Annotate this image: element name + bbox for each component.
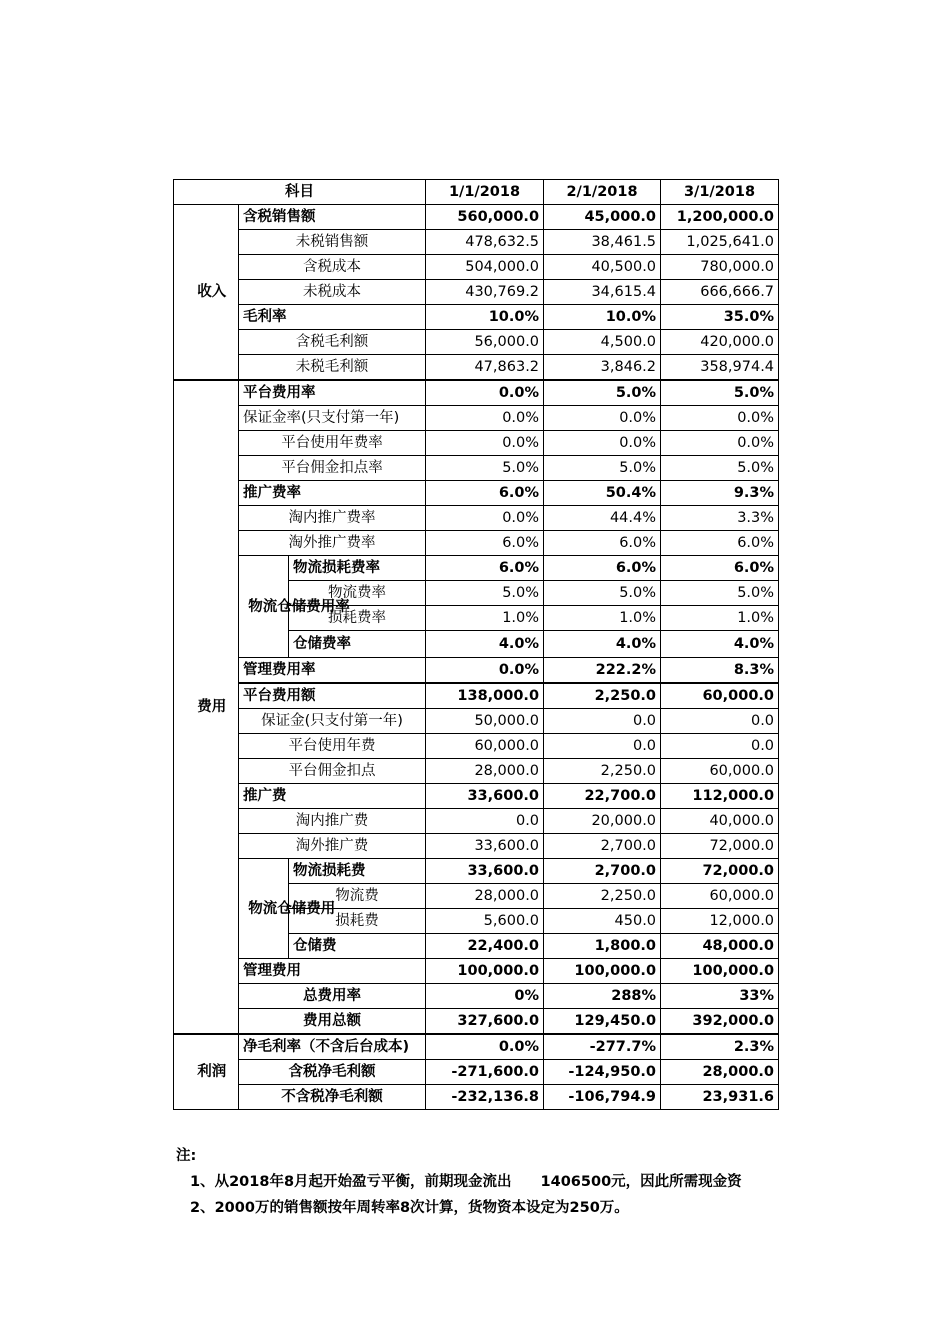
cell-value: 0.0% bbox=[544, 406, 661, 431]
cell-value: 34,615.4 bbox=[544, 280, 661, 305]
table-row bbox=[174, 255, 779, 280]
row-label: 不含税净毛利额 bbox=[239, 1085, 426, 1110]
row-label: 平台佣金扣点率 bbox=[239, 456, 426, 481]
cell-value: 2,250.0 bbox=[544, 884, 661, 909]
notes-section bbox=[176, 1143, 786, 1221]
table-row bbox=[174, 759, 779, 784]
cell-value: 6.0% bbox=[661, 531, 779, 556]
cell-value: 33% bbox=[661, 984, 779, 1009]
cell-value: 50.4% bbox=[544, 481, 661, 506]
cell-value: 5.0% bbox=[426, 581, 544, 606]
cell-value: 28,000.0 bbox=[661, 1060, 779, 1085]
cell-value: 6.0% bbox=[661, 556, 779, 581]
group-profit-label: 利润 bbox=[174, 1034, 239, 1110]
cell-value: 478,632.5 bbox=[426, 230, 544, 255]
row-label: 仓储费 bbox=[289, 934, 426, 959]
cell-value: 2.3% bbox=[661, 1034, 779, 1060]
row-label: 平台使用年费率 bbox=[239, 431, 426, 456]
table-row bbox=[174, 305, 779, 330]
table-row bbox=[174, 481, 779, 506]
row-label: 损耗费率 bbox=[289, 606, 426, 631]
cell-value: 1.0% bbox=[544, 606, 661, 631]
cell-value: 12,000.0 bbox=[661, 909, 779, 934]
row-label: 含税毛利额 bbox=[239, 330, 426, 355]
table-row bbox=[174, 1060, 779, 1085]
cell-value: 6.0% bbox=[544, 531, 661, 556]
cell-value: 0.0 bbox=[544, 734, 661, 759]
cell-value: -124,950.0 bbox=[544, 1060, 661, 1085]
cell-value: 38,461.5 bbox=[544, 230, 661, 255]
cell-value: 100,000.0 bbox=[661, 959, 779, 984]
row-label: 管理费用率 bbox=[239, 658, 426, 684]
row-label: 平台费用率 bbox=[239, 380, 426, 406]
financial-sheet bbox=[173, 179, 778, 1110]
cell-value: 780,000.0 bbox=[661, 255, 779, 280]
table-row bbox=[174, 406, 779, 431]
cell-value: 72,000.0 bbox=[661, 859, 779, 884]
table-row bbox=[174, 734, 779, 759]
table-row bbox=[174, 709, 779, 734]
table-row bbox=[174, 1085, 779, 1110]
cell-value: 222.2% bbox=[544, 658, 661, 684]
cell-value: 40,000.0 bbox=[661, 809, 779, 834]
cell-value: 5.0% bbox=[544, 581, 661, 606]
note-line-2: 2、2000万的销售额按年周转率8次计算，货物资本设定为250万。 bbox=[190, 1200, 629, 1216]
cell-value: 50,000.0 bbox=[426, 709, 544, 734]
row-label: 平台使用年费 bbox=[239, 734, 426, 759]
cell-value: 8.3% bbox=[661, 658, 779, 684]
group-expense-label: 费用 bbox=[174, 380, 239, 1034]
table-row bbox=[174, 809, 779, 834]
cell-value: 100,000.0 bbox=[426, 959, 544, 984]
row-label: 淘内推广费 bbox=[239, 809, 426, 834]
cell-value: 358,974.4 bbox=[661, 355, 779, 381]
cell-value: 0.0% bbox=[426, 406, 544, 431]
cell-value: 10.0% bbox=[544, 305, 661, 330]
cell-value: 112,000.0 bbox=[661, 784, 779, 809]
cell-value: -277.7% bbox=[544, 1034, 661, 1060]
cell-value: 327,600.0 bbox=[426, 1009, 544, 1035]
cell-value: 0.0% bbox=[661, 406, 779, 431]
row-label: 淘内推广费率 bbox=[239, 506, 426, 531]
row-label: 费用总额 bbox=[239, 1009, 426, 1035]
cell-value: 4.0% bbox=[661, 631, 779, 658]
cell-value: 0.0% bbox=[426, 431, 544, 456]
table-row bbox=[174, 330, 779, 355]
row-label: 物流费率 bbox=[289, 581, 426, 606]
cell-value: 0.0 bbox=[661, 709, 779, 734]
table-row bbox=[174, 658, 779, 684]
cell-value: 5.0% bbox=[661, 581, 779, 606]
row-label: 物流损耗费率 bbox=[289, 556, 426, 581]
cell-value: 0.0% bbox=[544, 431, 661, 456]
row-label: 损耗费 bbox=[289, 909, 426, 934]
cell-value: 60,000.0 bbox=[661, 884, 779, 909]
cell-value: 1,200,000.0 bbox=[661, 205, 779, 230]
cell-value: 0.0 bbox=[661, 734, 779, 759]
row-label: 总费用率 bbox=[239, 984, 426, 1009]
row-label: 未税销售额 bbox=[239, 230, 426, 255]
cell-value: 10.0% bbox=[426, 305, 544, 330]
cell-value: 560,000.0 bbox=[426, 205, 544, 230]
row-label: 保证金率(只支付第一年) bbox=[239, 406, 426, 431]
row-label: 推广费 bbox=[239, 784, 426, 809]
row-label: 净毛利率（不含后台成本) bbox=[239, 1034, 426, 1060]
table-row bbox=[174, 205, 779, 230]
cell-value: 666,666.7 bbox=[661, 280, 779, 305]
cell-value: 0.0% bbox=[426, 1034, 544, 1060]
cell-value: 60,000.0 bbox=[661, 759, 779, 784]
row-label: 毛利率 bbox=[239, 305, 426, 330]
cell-value: 1.0% bbox=[426, 606, 544, 631]
table-row bbox=[174, 859, 779, 884]
cell-value: 72,000.0 bbox=[661, 834, 779, 859]
table-row bbox=[174, 959, 779, 984]
cell-value: 420,000.0 bbox=[661, 330, 779, 355]
cell-value: 5.0% bbox=[544, 380, 661, 406]
cell-value: 138,000.0 bbox=[426, 683, 544, 709]
cell-value: 60,000.0 bbox=[426, 734, 544, 759]
cell-value: 2,250.0 bbox=[544, 683, 661, 709]
cell-value: 28,000.0 bbox=[426, 884, 544, 909]
cell-value: -106,794.9 bbox=[544, 1085, 661, 1110]
table-row bbox=[174, 1009, 779, 1035]
row-label: 物流费 bbox=[289, 884, 426, 909]
cell-value: 44.4% bbox=[544, 506, 661, 531]
table-row bbox=[174, 556, 779, 581]
cell-value: 5.0% bbox=[426, 456, 544, 481]
cell-value: 28,000.0 bbox=[426, 759, 544, 784]
cell-value: 6.0% bbox=[426, 556, 544, 581]
cell-value: 2,700.0 bbox=[544, 834, 661, 859]
cell-value: -271,600.0 bbox=[426, 1060, 544, 1085]
row-label: 淘外推广费 bbox=[239, 834, 426, 859]
cell-value: 0.0% bbox=[426, 658, 544, 684]
cell-value: -232,136.8 bbox=[426, 1085, 544, 1110]
cell-value: 3,846.2 bbox=[544, 355, 661, 381]
cell-value: 56,000.0 bbox=[426, 330, 544, 355]
cell-value: 100,000.0 bbox=[544, 959, 661, 984]
row-label: 平台佣金扣点 bbox=[239, 759, 426, 784]
row-label: 含税净毛利额 bbox=[239, 1060, 426, 1085]
cell-value: 9.3% bbox=[661, 481, 779, 506]
cell-value: 33,600.0 bbox=[426, 834, 544, 859]
cell-value: 430,769.2 bbox=[426, 280, 544, 305]
cell-value: 6.0% bbox=[544, 556, 661, 581]
table-row bbox=[174, 683, 779, 709]
cell-value: 5.0% bbox=[661, 456, 779, 481]
cell-value: 40,500.0 bbox=[544, 255, 661, 280]
cell-value: 20,000.0 bbox=[544, 809, 661, 834]
cell-value: 5,600.0 bbox=[426, 909, 544, 934]
table-row bbox=[174, 531, 779, 556]
header-date-2: 2/1/2018 bbox=[544, 180, 661, 205]
cell-value: 3.3% bbox=[661, 506, 779, 531]
cell-value: 45,000.0 bbox=[544, 205, 661, 230]
row-label: 推广费率 bbox=[239, 481, 426, 506]
table-row bbox=[174, 280, 779, 305]
header-date-3: 3/1/2018 bbox=[661, 180, 779, 205]
cell-value: 48,000.0 bbox=[661, 934, 779, 959]
cell-value: 4,500.0 bbox=[544, 330, 661, 355]
row-label: 淘外推广费率 bbox=[239, 531, 426, 556]
row-label: 管理费用 bbox=[239, 959, 426, 984]
cell-value: 33,600.0 bbox=[426, 784, 544, 809]
cell-value: 4.0% bbox=[426, 631, 544, 658]
table-row bbox=[174, 355, 779, 381]
notes-title: 注: bbox=[176, 1148, 197, 1164]
row-label: 含税成本 bbox=[239, 255, 426, 280]
group-income-label: 收入 bbox=[174, 205, 239, 381]
cell-value: 450.0 bbox=[544, 909, 661, 934]
table-row bbox=[174, 506, 779, 531]
cell-value: 2,700.0 bbox=[544, 859, 661, 884]
cell-value: 0.0 bbox=[544, 709, 661, 734]
cell-value: 22,400.0 bbox=[426, 934, 544, 959]
cell-value: 0.0% bbox=[426, 380, 544, 406]
table-row bbox=[174, 456, 779, 481]
row-label: 仓储费率 bbox=[289, 631, 426, 658]
table-row bbox=[174, 431, 779, 456]
cell-value: 504,000.0 bbox=[426, 255, 544, 280]
row-label: 含税销售额 bbox=[239, 205, 426, 230]
subgroup-logistics-fee-label: 物流仓储费用 bbox=[239, 859, 289, 959]
cell-value: 47,863.2 bbox=[426, 355, 544, 381]
cell-value: 0.0% bbox=[426, 506, 544, 531]
cell-value: 5.0% bbox=[544, 456, 661, 481]
cell-value: 6.0% bbox=[426, 481, 544, 506]
table-row bbox=[174, 784, 779, 809]
cell-value: 129,450.0 bbox=[544, 1009, 661, 1035]
table-row bbox=[174, 380, 779, 406]
cell-value: 60,000.0 bbox=[661, 683, 779, 709]
header-date-1: 1/1/2018 bbox=[426, 180, 544, 205]
cell-value: 1.0% bbox=[661, 606, 779, 631]
row-label: 平台费用额 bbox=[239, 683, 426, 709]
table-row bbox=[174, 834, 779, 859]
subgroup-logistics-rate-label: 物流仓储费用率 bbox=[239, 556, 289, 658]
cell-value: 1,800.0 bbox=[544, 934, 661, 959]
note-line-1: 1、从2018年8月起开始盈亏平衡，前期现金流出 1406500元，因此所需现金资 bbox=[190, 1174, 742, 1190]
row-label: 物流损耗费 bbox=[289, 859, 426, 884]
cell-value: 6.0% bbox=[426, 531, 544, 556]
cell-value: 4.0% bbox=[544, 631, 661, 658]
row-label: 未税成本 bbox=[239, 280, 426, 305]
table-row bbox=[174, 1034, 779, 1060]
row-label: 保证金(只支付第一年) bbox=[239, 709, 426, 734]
table-row bbox=[174, 984, 779, 1009]
header-subject: 科目 bbox=[174, 180, 426, 205]
cell-value: 0.0 bbox=[426, 809, 544, 834]
cell-value: 35.0% bbox=[661, 305, 779, 330]
financial-table bbox=[173, 179, 779, 1110]
cell-value: 23,931.6 bbox=[661, 1085, 779, 1110]
cell-value: 22,700.0 bbox=[544, 784, 661, 809]
cell-value: 392,000.0 bbox=[661, 1009, 779, 1035]
cell-value: 1,025,641.0 bbox=[661, 230, 779, 255]
cell-value: 288% bbox=[544, 984, 661, 1009]
cell-value: 2,250.0 bbox=[544, 759, 661, 784]
row-label: 未税毛利额 bbox=[239, 355, 426, 381]
cell-value: 5.0% bbox=[661, 380, 779, 406]
cell-value: 0.0% bbox=[661, 431, 779, 456]
cell-value: 0% bbox=[426, 984, 544, 1009]
table-row bbox=[174, 230, 779, 255]
cell-value: 33,600.0 bbox=[426, 859, 544, 884]
header-row bbox=[174, 180, 779, 205]
